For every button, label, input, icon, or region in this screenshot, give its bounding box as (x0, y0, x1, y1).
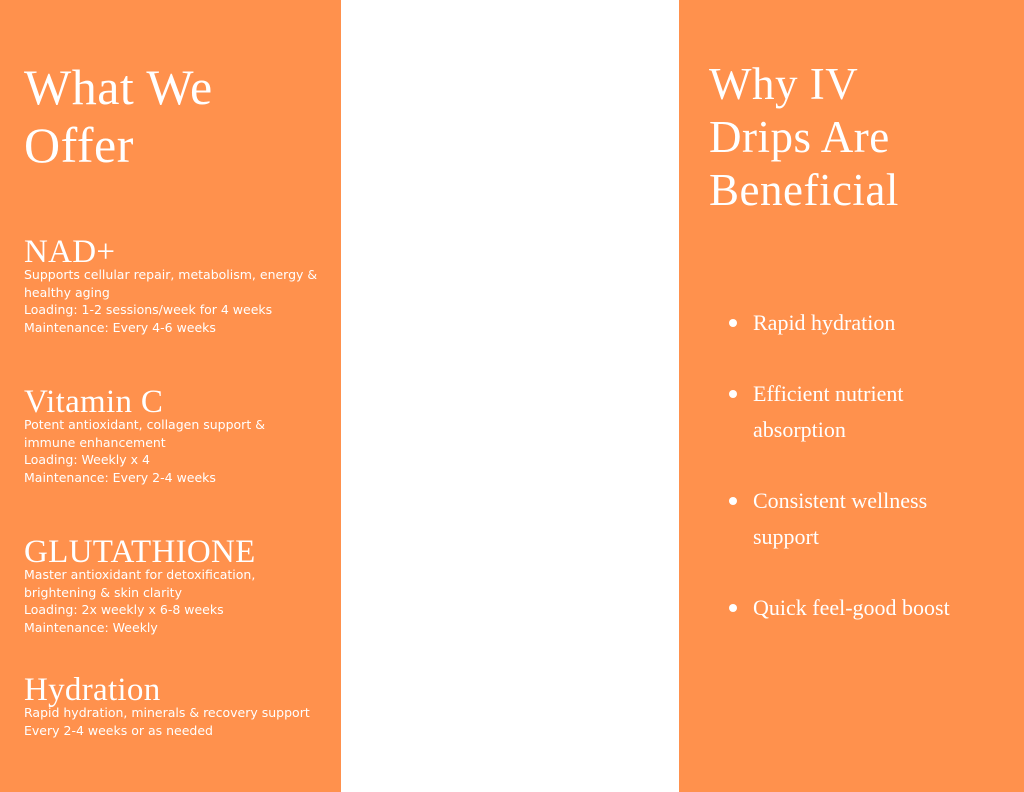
offer-glutathione (24, 534, 324, 636)
offer-description: Master antioxidant for detoxification, (24, 567, 256, 582)
offer-hydration (24, 672, 324, 739)
offer-description: Rapid hydration, minerals & recovery support (24, 705, 310, 720)
heading-line: Why IV (709, 59, 859, 109)
benefit-text: Efficient nutrient (753, 381, 904, 406)
offer-description: healthy aging (24, 284, 110, 300)
benefit-item (729, 590, 999, 626)
heading-line: Offer (24, 117, 134, 173)
offer-loading: Loading: Weekly x 4 (24, 452, 150, 467)
offer-frequency: Every 2-4 weeks or as needed (24, 722, 213, 738)
benefit-text: Rapid hydration (753, 310, 896, 335)
heading-line: Beneficial (709, 165, 899, 215)
offer-loading: Loading: 1-2 sessions/week for 4 weeks (24, 302, 273, 317)
benefit-text: Quick feel-good boost (753, 595, 950, 620)
offer-title: NAD+ (24, 234, 116, 270)
left-panel (0, 0, 341, 792)
offer-nad (24, 234, 324, 336)
offer-description: Potent antioxidant, collagen support & (24, 417, 265, 432)
offer-title: Vitamin C (24, 384, 164, 420)
offer-maintenance: Maintenance: Every 4-6 weeks (24, 319, 216, 335)
bullet-icon (729, 390, 737, 398)
benefit-text: Consistent wellness (753, 488, 928, 513)
offer-description: immune enhancement (24, 434, 166, 450)
benefit-item (729, 376, 999, 448)
bullet-icon (729, 497, 737, 505)
offer-description: Supports cellular repair, metabolism, energy & (24, 267, 318, 282)
offer-description: brightening & skin clarity (24, 584, 182, 600)
benefit-text: absorption (753, 417, 846, 442)
offer-title: GLUTATHIONE (24, 534, 256, 570)
benefits-list (729, 305, 999, 661)
offer-title: Hydration (24, 672, 161, 708)
why-iv-drips-heading (709, 58, 1009, 217)
offer-loading: Loading: 2x weekly x 6-8 weeks (24, 602, 224, 617)
heading-line: What We (24, 59, 213, 115)
middle-panel (341, 0, 679, 792)
heading-line: Drips Are (709, 112, 890, 162)
what-we-offer-heading (24, 58, 324, 174)
offer-vitamin-c (24, 384, 324, 486)
right-panel (679, 0, 1024, 792)
bullet-icon (729, 319, 737, 327)
bullet-icon (729, 604, 737, 612)
offer-maintenance: Maintenance: Weekly (24, 619, 158, 635)
benefit-text: support (753, 524, 819, 549)
benefit-item (729, 483, 999, 555)
offer-maintenance: Maintenance: Every 2-4 weeks (24, 469, 216, 485)
benefit-item (729, 305, 999, 341)
